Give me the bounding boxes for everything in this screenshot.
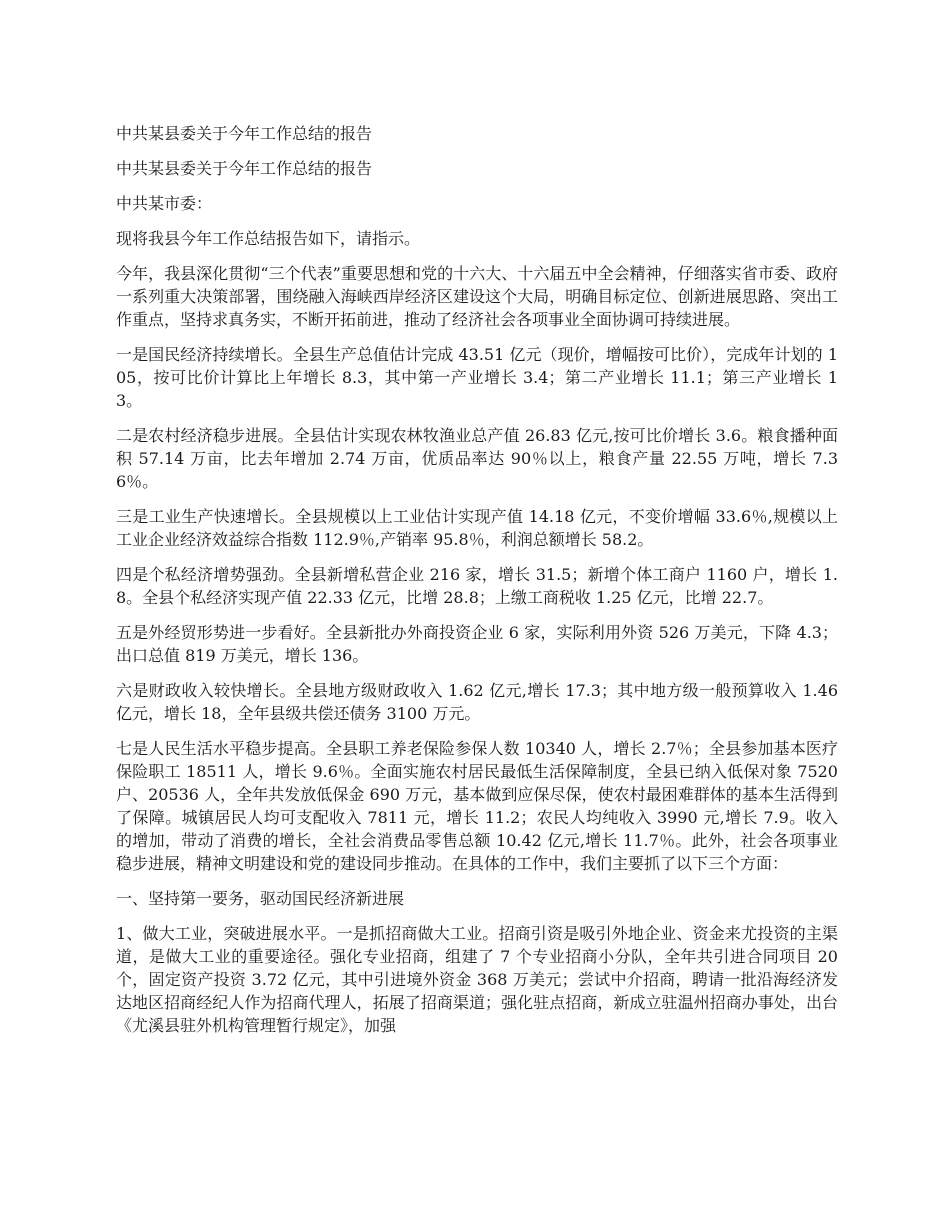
item-economy-growth: 一是国民经济持续增长。全县生产总值估计完成 43.51 亿元（现价，增幅按可比价），完成年计划的 105，按可比价计算比上年增长 8.3，其中第一产业增长 3.4；第二产业增长 11.1；第三产业增长 13。 [116, 345, 838, 410]
item-fiscal-revenue: 六是财政收入较快增长。全县地方级财政收入 1.62 亿元,增长 17.3；其中地方级一般预算收入 1.46 亿元，增长 18，全年县级共偿还债务 3100 万元。 [116, 681, 838, 723]
item-foreign-trade: 五是外经贸形势进一步看好。全县新批办外商投资企业 6 家，实际利用外资 526 万美元，下降 4.3；出口总值 819 万美元，增长 136。 [116, 623, 838, 665]
item-private-economy: 四是个私经济增势强劲。全县新增私营企业 216 家，增长 31.5；新增个体工商户 1160 户，增长 1.8。全县个私经济实现产值 22.33 亿元，比增 28.8；上缴工商税收 1.25 亿元，比增 22.7。 [116, 565, 838, 607]
document-title: 中共某县委关于今年工作总结的报告 [116, 124, 373, 143]
item-industrial-production: 三是工业生产快速增长。全县规模以上工业估计实现产值 14.18 亿元，不变价增幅 33.6％,规模以上工业企业经济效益综合指数 112.9％,产销率 95.8％，利润总额增长 58.2。 [116, 507, 838, 549]
section-heading-1: 一、坚持第一要务，驱动国民经济新进展 [116, 889, 405, 908]
subsection-industry: 1、做大工业，突破进展水平。一是抓招商做大工业。招商引资是吸引外地企业、资金来尤投资的主渠道，是做大工业的重要途径。强化专业招商，组建了 7 个专业招商小分队，全年共引进合同项目 20 个，固定资产投资 3.72 亿元，其中引进境外资金 368 万美元；尝试中介招商，聘请一批沿海经济发达地区招商经纪人作为招商代理人，拓展了招商渠道；强化驻点招商，新成立驻温州招商办事处，出台《尤溪县驻外机构管理暂行规定》，加强 [116, 924, 838, 1035]
summary-paragraph: 今年，我县深化贯彻“三个代表”重要思想和党的十六大、十六届五中全会精神，仔细落实省市委、政府一系列重大决策部署，围绕融入海峡西岸经济区建设这个大局，明确目标定位、创新进展思路、突出工作重点，坚持求真务实，不断开拓前进，推动了经济社会各项事业全面协调可持续进展。 [116, 264, 838, 329]
item-living-standards: 七是人民生活水平稳步提高。全县职工养老保险参保人数 10340 人，增长 2.7％；全县参加基本医疗保险职工 18511 人，增长 9.6％。全面实施农村居民最低生活保障制度，全县已纳入低保对象 7520 户、20536 人，全年共发放低保金 690 万元，基本做到应保尽保，使农村最困难群体的基本生活得到了保障。城镇居民人均可支配收入 7811 元，增长 11.2；农民人均纯收入 3990 元,增长 7.9。收入的增加，带动了消费的增长，全社会消费品零售总额 10.42 亿元,增长 11.7％。此外，社会各项事业稳步进展，精神文明建设和党的建设同步推动。在具体的工作中，我们主要抓了以下三个方面： [116, 739, 838, 873]
item-rural-economy: 二是农村经济稳步进展。全县估计实现农林牧渔业总产值 26.83 亿元,按可比价增长 3.6。粮食播种面积 57.14 万亩，比去年增加 2.74 万亩，优质品率达 90％以上，粮食产量 22.55 万吨，增长 7.36％。 [116, 426, 838, 491]
document-body [116, 122, 838, 1037]
intro-paragraph: 现将我县今年工作总结报告如下，请指示。 [116, 229, 421, 248]
salutation: 中共某市委： [116, 194, 213, 213]
document-heading: 中共某县委关于今年工作总结的报告 [116, 159, 373, 178]
